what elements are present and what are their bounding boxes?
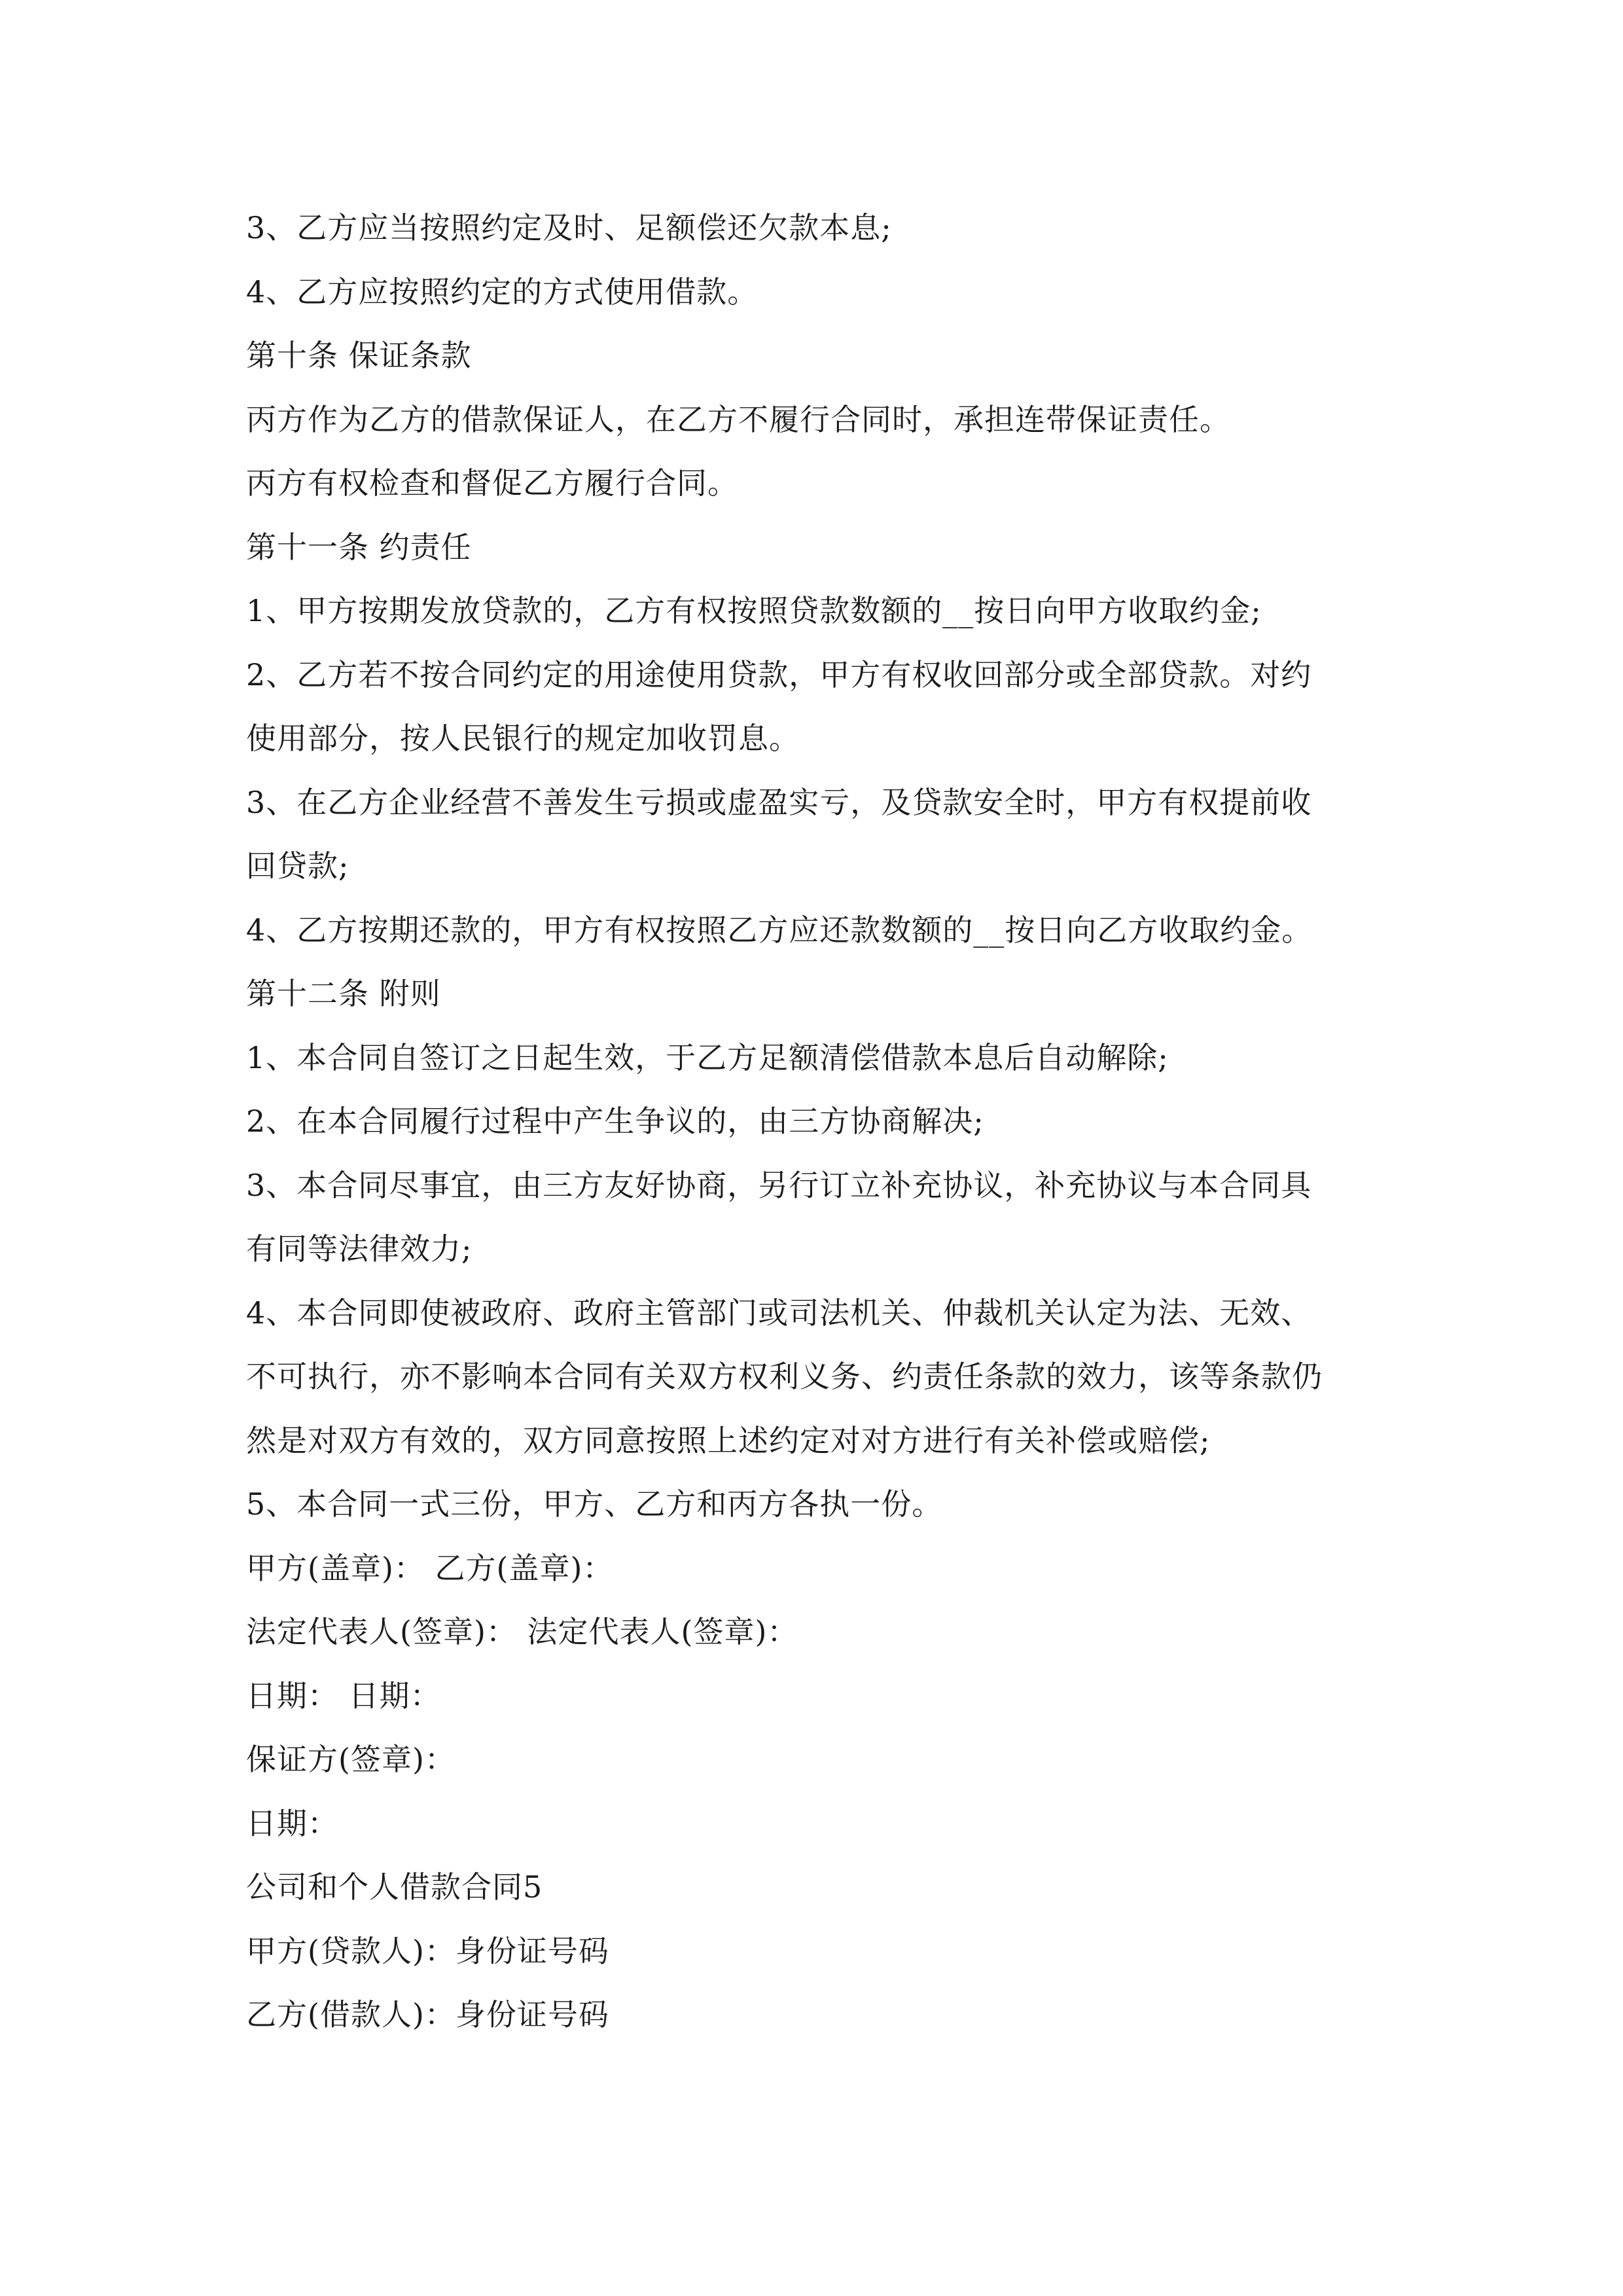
article-12-item-2: 2、在本合同履行过程中产生争议的，由三方协商解决; [246, 1103, 984, 1139]
contract-text [246, 196, 1385, 2047]
clause-3-repayment: 3、乙方应当按照约定及时、足额偿还欠款本息; [246, 210, 892, 245]
article-12-item-3-line-1: 3、本合同尽事宜，由三方友好协商，另行订立补充协议，补充协议与本合同具 [246, 1167, 1312, 1203]
article-11-item-2-line-1: 2、乙方若不按合同约定的用途使用贷款，甲方有权收回部分或全部贷款。对约 [246, 656, 1312, 692]
article-12-heading: 第十二条 附则 [246, 976, 441, 1011]
article-12-item-4-line-1: 4、本合同即使被政府、政府主管部门或司法机关、仲裁机关认定为法、无效、 [246, 1295, 1312, 1331]
guarantor-signature-line: 保证方(签章)： [246, 1742, 455, 1777]
signature-date-line: 日期： 日期： [246, 1677, 441, 1713]
article-10-heading: 第十条 保证条款 [246, 338, 472, 373]
clause-4-usage: 4、乙方应按照约定的方式使用借款。 [246, 274, 758, 310]
article-10-text-1: 丙方作为乙方的借款保证人，在乙方不履行合同时，承担连带保证责任。 [246, 401, 1230, 437]
signature-seal-line: 甲方(盖章)： 乙方(盖章)： [246, 1550, 614, 1586]
article-11-item-1: 1、甲方按期发放贷款的，乙方有权按照贷款数额的__按日向甲方收取约金; [246, 593, 1262, 628]
article-12-item-4-line-2: 不可执行，亦不影响本合同有关双方权利义务、约责任条款的效力，该等条款仍 [246, 1359, 1323, 1394]
signature-representative-line: 法定代表人(签章)： 法定代表人(签章)： [246, 1614, 798, 1649]
party-b-id-line: 乙方(借款人)：身份证号码 [246, 1997, 609, 2032]
article-12-item-4-line-3: 然是对双方有效的，双方同意按照上述约定对对方进行有关补偿或赔偿; [246, 1422, 1211, 1458]
article-12-item-1: 1、本合同自签订之日起生效，于乙方足额清偿借款本息后自动解除; [246, 1039, 1169, 1075]
article-12-item-3-line-2: 有同等法律效力; [246, 1231, 473, 1266]
article-11-item-4: 4、乙方按期还款的，甲方有权按照乙方应还款数额的__按日向乙方收取约金。 [246, 912, 1313, 948]
contract-5-title: 公司和个人借款合同5 [246, 1869, 543, 1905]
article-11-heading: 第十一条 约责任 [246, 529, 472, 565]
article-11-item-2-line-2: 使用部分，按人民银行的规定加收罚息。 [246, 721, 800, 756]
article-11-item-3-line-1: 3、在乙方企业经营不善发生亏损或虚盈实亏，及贷款安全时，甲方有权提前收 [246, 784, 1312, 820]
article-11-item-3-line-2: 回贷款; [246, 848, 349, 884]
article-10-text-2: 丙方有权检查和督促乙方履行合同。 [246, 465, 738, 501]
guarantor-date-line: 日期： [246, 1805, 338, 1841]
party-a-id-line: 甲方(贷款人)：身份证号码 [246, 1933, 609, 1969]
article-12-item-5: 5、本合同一式三份，甲方、乙方和丙方各执一份。 [246, 1486, 943, 1522]
